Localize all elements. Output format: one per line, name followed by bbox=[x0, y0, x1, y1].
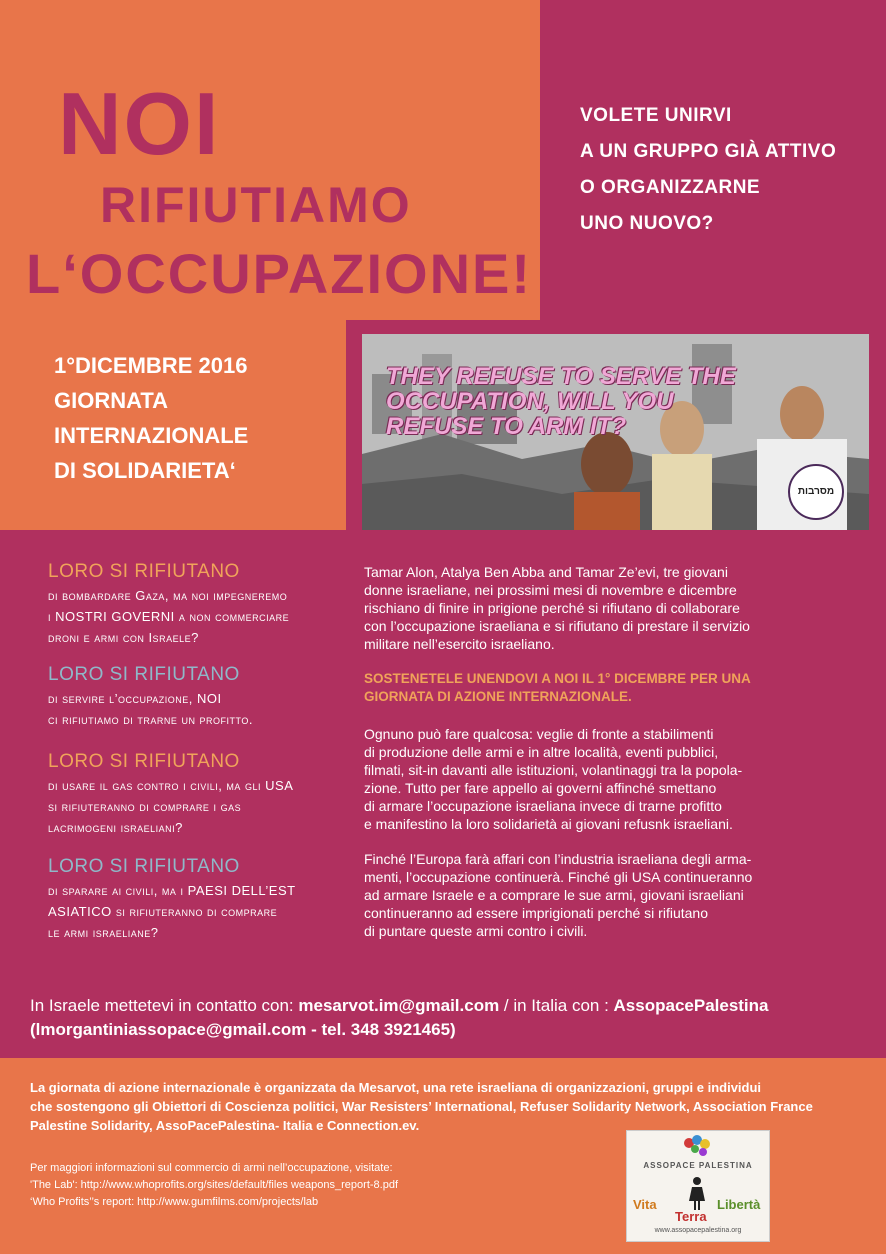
refusal-block bbox=[48, 856, 296, 943]
title-occupazione: L‘OCCUPAZIONE! bbox=[26, 242, 533, 305]
photo-caption-line: THEY REFUSE TO SERVE THE bbox=[386, 363, 736, 390]
title-rifiutiamo: RIFIUTIAMO bbox=[100, 177, 412, 233]
refusal-block bbox=[48, 751, 293, 838]
support-callout bbox=[364, 670, 751, 706]
refusal-text bbox=[48, 585, 289, 648]
organizers-line: La giornata di azione internazionale è organizzata da Mesarvot, una rete israeliana di organizzazioni, gruppi e individui bbox=[30, 1080, 762, 1095]
refusal-line: droni e armi con Israele? bbox=[48, 630, 199, 645]
europe-line: di puntare queste armi contro i civili. bbox=[364, 923, 588, 939]
action-line: di armare l’occupazione israeliana invece di trarne profitto bbox=[364, 798, 722, 814]
refusal-line: le armi israeliane? bbox=[48, 925, 159, 940]
photo-caption bbox=[386, 364, 736, 439]
logo-title: ASSOPACE PALESTINA bbox=[643, 1161, 753, 1170]
refusal-line: di bombardare Gaza, ma noi impegneremo bbox=[48, 588, 288, 603]
refusal-heading: LORO SI RIFIUTANO bbox=[48, 856, 240, 877]
contact-prefix: In Israele mettetevi in contatto con: bbox=[30, 996, 299, 1015]
europe-line: continueranno ad essere imprigionati perché si rifiutano bbox=[364, 905, 708, 921]
info-line: Per maggiori informazioni sul commercio di armi nell’occupazione, visitate: bbox=[30, 1162, 393, 1174]
refusal-text bbox=[48, 688, 253, 730]
organizers-line: che sostengono gli Obiettori di Coscienza politici, War Resisters’ International, Refuser Solidarity Network, Association France bbox=[30, 1099, 813, 1114]
action-line: filmati, sit-in davanti alle istituzioni, volantinaggi tra la popola- bbox=[364, 762, 743, 778]
europe-line: Finché l’Europa farà affari con l’industria israeliana degli arma- bbox=[364, 851, 752, 867]
intro-line: rischiano di finire in prigione perché si rifiutano di collaborare bbox=[364, 600, 740, 616]
refusal-text bbox=[48, 775, 293, 838]
refusal-block bbox=[48, 561, 289, 648]
action-paragraph bbox=[364, 725, 742, 833]
join-question bbox=[580, 98, 870, 242]
action-line: zione. Tutto per fare appello ai governi affinché smettano bbox=[364, 780, 717, 796]
intro-line: con l’occupazione israeliana e si rifiutano di prestare il servizio bbox=[364, 618, 750, 634]
refusal-line: di servire l’occupazione, NOI bbox=[48, 691, 222, 706]
refusal-line: di sparare ai civili, ma i PAESI DELL’EST bbox=[48, 883, 296, 898]
question-line: UNO NUOVO? bbox=[580, 213, 714, 234]
refusal-line: si rifiuteranno di comprare i gas bbox=[48, 799, 242, 814]
refusal-line: ci rifiutiamo di trarne un profitto. bbox=[48, 712, 254, 727]
refusal-heading: LORO SI RIFIUTANO bbox=[48, 751, 240, 772]
date-block bbox=[54, 348, 248, 488]
action-line: di produzione delle armi e in altre località, eventi pubblici, bbox=[364, 744, 719, 760]
logo-liberta: Libertà bbox=[717, 1197, 761, 1212]
contact-line-2[interactable]: (lmorgantiniassopace@gmail.com - tel. 348 3921465) bbox=[30, 1020, 456, 1039]
organizers-text bbox=[30, 1078, 813, 1135]
info-link-whoprofits[interactable]: ‘Who Profits’’s report: http://www.gumfilms.com/projects/lab bbox=[30, 1196, 319, 1208]
date-line: GIORNATA bbox=[54, 388, 169, 413]
date-line: 1°DICEMBRE 2016 bbox=[54, 353, 248, 378]
refusal-line: ASIATICO si rifiuteranno di comprare bbox=[48, 904, 278, 919]
logo-url: www.assopacepalestina.org bbox=[654, 1227, 742, 1234]
refusal-heading: LORO SI RIFIUTANO bbox=[48, 561, 240, 582]
girl-silhouette-icon bbox=[687, 1175, 707, 1211]
refusal-text bbox=[48, 880, 296, 943]
info-link-lab[interactable]: 'The Lab': http://www.whoprofits.org/sites/default/files weapons_report-8.pdf bbox=[30, 1179, 399, 1191]
contact-info bbox=[30, 994, 769, 1042]
europe-line: ad armare Israele e a comprare le sue armi, giovani israeliani bbox=[364, 887, 744, 903]
assopace-logo bbox=[626, 1130, 770, 1242]
action-line: Ognuno può fare qualcosa: veglie di fronte a stabilimenti bbox=[364, 726, 714, 742]
refusal-heading: LORO SI RIFIUTANO bbox=[48, 664, 240, 685]
intro-line: Tamar Alon, Atalya Ben Abba and Tamar Ze’evi, tre giovani bbox=[364, 564, 728, 580]
contact-line-1 bbox=[30, 994, 769, 1018]
europe-paragraph bbox=[364, 850, 752, 940]
action-line: e manifestino la loro solidarietà ai giovani refusnk israeliani. bbox=[364, 816, 733, 832]
question-line: A UN GRUPPO GIÀ ATTIVO bbox=[580, 141, 837, 162]
refusal-line: lacrimogeni israeliani? bbox=[48, 820, 183, 835]
balloons-icon bbox=[681, 1135, 715, 1159]
photo-caption-line: OCCUPATION, WILL YOU bbox=[386, 388, 674, 415]
refusal-block bbox=[48, 664, 253, 730]
photo-caption-line: REFUSE TO ARM IT? bbox=[386, 413, 626, 440]
date-line: DI SOLIDARIETA‘ bbox=[54, 458, 236, 483]
refusal-line: di usare il gas contro i civili, ma gli USA bbox=[48, 778, 294, 793]
contact-email-israel[interactable]: mesarvot.im@gmail.com bbox=[298, 996, 500, 1015]
intro-line: militare nell’esercito israeliano. bbox=[364, 636, 555, 652]
title-noi: NOI bbox=[58, 74, 221, 173]
mesarvot-badge: מסרבות bbox=[788, 464, 844, 520]
support-line: SOSTENETELE UNENDOVI A NOI IL 1° DICEMBRE PER UNA bbox=[364, 671, 751, 686]
support-line: GIORNATA DI AZIONE INTERNAZIONALE. bbox=[364, 689, 632, 704]
contact-org-italy: AssopacePalestina bbox=[613, 996, 769, 1015]
logo-terra: Terra bbox=[675, 1209, 707, 1224]
logo-vita: Vita bbox=[633, 1197, 657, 1212]
question-line: VOLETE UNIRVI bbox=[580, 105, 732, 126]
info-links bbox=[30, 1160, 398, 1211]
protest-photo bbox=[362, 334, 869, 530]
question-line: O ORGANIZZARNE bbox=[580, 177, 761, 198]
intro-paragraph bbox=[364, 563, 750, 653]
date-line: INTERNAZIONALE bbox=[54, 423, 249, 448]
europe-line: menti, l’occupazione continuerà. Finché gli USA continueranno bbox=[364, 869, 753, 885]
contact-mid: / in Italia con : bbox=[499, 996, 614, 1015]
intro-line: donne israeliane, nei prossimi mesi di novembre e dicembre bbox=[364, 582, 737, 598]
organizers-line: Palestine Solidarity, AssoPacePalestina- Italia e Connection.ev. bbox=[30, 1118, 420, 1133]
refusal-line: i NOSTRI GOVERNI a non commerciare bbox=[48, 609, 290, 624]
